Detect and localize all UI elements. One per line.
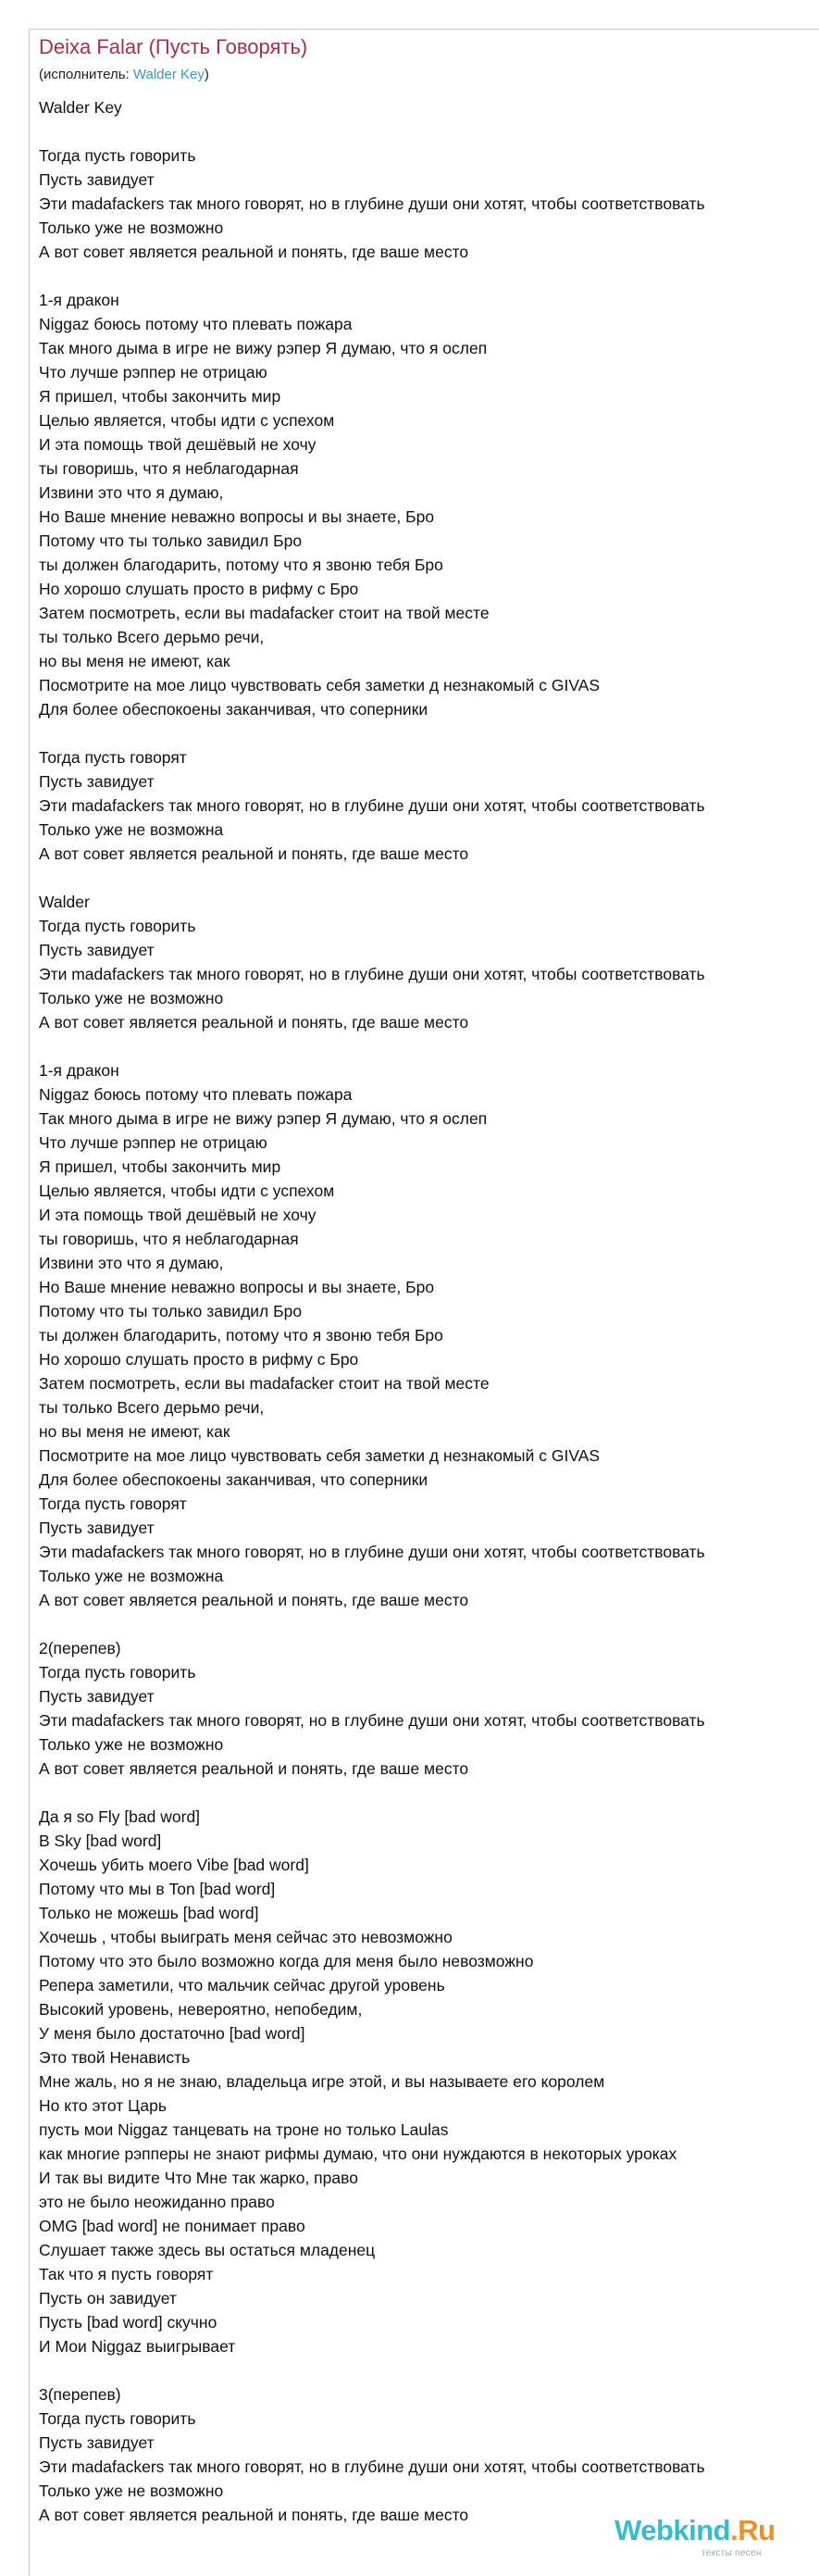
lyric-line: Потому что мы в Ton [bad word] <box>39 1880 276 1898</box>
lyric-line: Для более обеспокоены заканчивая, что соперники <box>39 700 428 719</box>
lyric-line: Эти madafackers так много говорят, но в глубине души они хотят, чтобы соответствовать <box>39 2457 705 2476</box>
lyric-line: Мне жаль, но я не знаю, владельца игре этой, и вы называете его королем <box>39 2072 605 2091</box>
lyric-line: Так много дыма в игре не вижу рэпер Я думаю, что я ослеп <box>39 339 488 357</box>
lyric-line: Так много дыма в игре не вижу рэпер Я думаю, что я ослеп <box>39 1109 488 1128</box>
lyric-line: У меня было достаточно [bad word] <box>39 2024 305 2043</box>
lyric-line: Тогда пусть говорить <box>39 917 196 935</box>
artist-line <box>39 67 209 82</box>
logo-name: Webkind <box>614 2514 731 2546</box>
logo-wordmark <box>614 2514 776 2547</box>
lyric-line: Walder Key <box>39 98 122 117</box>
lyric-line: Но кто этот Царь <box>39 2096 168 2115</box>
lyric-line: Что лучше рэппер не отрицаю <box>39 1133 267 1152</box>
lyric-line: Тогда пусть говорить <box>39 146 196 165</box>
lyric-line: Слушает также здесь вы остаться младенец <box>39 2241 376 2259</box>
lyric-line: Пусть он завидует <box>39 2289 177 2307</box>
lyric-blank-line <box>39 2358 819 2382</box>
lyric-line: Пусть завидует <box>39 170 155 189</box>
logo-tld: .Ru <box>730 2514 776 2546</box>
lyric-line: Тогда пусть говорят <box>39 1494 187 1513</box>
lyric-line: Эти madafackers так много говорят, но в глубине души они хотят, чтобы соответствовать <box>39 965 705 983</box>
lyric-line: Хочешь убить моего Vibe [bad word] <box>39 1856 309 1874</box>
lyric-line: это не было неожиданно право <box>39 2193 275 2211</box>
webkind-logo[interactable] <box>614 2514 819 2576</box>
lyric-line: Затем посмотреть, если вы madafacker стоит на твой месте <box>39 604 490 622</box>
lyric-line: ты только Всего дерьмо речи, <box>39 1398 265 1417</box>
lyric-line: Только не можешь [bad word] <box>39 1904 259 1922</box>
lyric-line: Это твой Ненависть <box>39 2048 191 2067</box>
lyric-line: А вот совет является реальной и понять, где ваше место <box>39 844 469 863</box>
lyric-line: 3(перепев) <box>39 2385 121 2404</box>
lyric-line: Потому что ты только завидил Бро <box>39 1302 303 1320</box>
lyric-line: ты только Всего дерьмо речи, <box>39 628 265 646</box>
artist-prefix: (исполнитель: <box>39 67 133 82</box>
lyric-blank-line <box>39 264 819 288</box>
lyric-line: Эти madafackers так много говорят, но в глубине души они хотят, чтобы соответствовать <box>39 796 705 815</box>
song-title: Deixa Falar (Пусть Говорять) <box>39 35 308 58</box>
lyric-line: Только уже не возможно <box>39 1735 224 1754</box>
lyric-line: Пусть [bad word] скучно <box>39 2313 217 2332</box>
artist-link[interactable]: Walder Key <box>132 67 205 82</box>
lyric-line: Хочешь , чтобы выиграть меня сейчас это невозможно <box>39 1928 453 1946</box>
lyric-line: Эти madafackers так много говорят, но в глубине души они хотят, чтобы соответствовать <box>39 1711 705 1730</box>
lyric-line: Я пришел, чтобы закончить мир <box>39 1157 281 1176</box>
lyric-line: Извини это что я думаю, <box>39 1254 224 1272</box>
lyric-line: 1-я дракон <box>39 291 119 309</box>
lyric-line: Тогда пусть говорить <box>39 2409 196 2428</box>
lyric-line: Только уже не возможно <box>39 2482 224 2500</box>
lyric-blank-line <box>39 1781 819 1805</box>
lyric-line: ты должен благодарить, потому что я звоню тебя Бро <box>39 556 443 574</box>
lyric-line: И так вы видите Что Мне так жарко, право <box>39 2169 358 2187</box>
lyric-line: А вот совет является реальной и понять, где ваше место <box>39 243 469 261</box>
lyric-line: пусть мои Niggaz танцевать на троне но только Laulas <box>39 2120 449 2139</box>
lyric-line: Что лучше рэппер не отрицаю <box>39 363 267 381</box>
lyric-line: Эти madafackers так много говорят, но в глубине души они хотят, чтобы соответствовать <box>39 194 705 213</box>
lyric-blank-line <box>39 1612 819 1636</box>
lyric-blank-line <box>39 119 819 144</box>
lyric-line: Извини это что я думаю, <box>39 483 224 502</box>
lyric-line: Так что я пусть говорят <box>39 2265 214 2283</box>
logo-tagline: тексты песен <box>701 2548 762 2558</box>
lyric-line: но вы меня не имеют, как <box>39 1422 230 1441</box>
artist-suffix: ) <box>204 67 209 82</box>
lyric-line: Потому что это было возможно когда для меня было невозможно <box>39 1952 534 1970</box>
lyric-line: И эта помощь твой дешёвый не хочу <box>39 1206 316 1224</box>
lyric-line: Высокий уровень, невероятно, непобедим, <box>39 2000 363 2019</box>
lyric-line: Walder <box>39 893 90 911</box>
lyric-line: Пусть завидует <box>39 2433 155 2452</box>
lyric-line: ты говоришь, что я неблагодарная <box>39 459 299 478</box>
lyric-line: Тогда пусть говорить <box>39 1663 196 1682</box>
lyric-line: Niggaz боюсь потому что плевать пожара <box>39 315 353 333</box>
lyric-line: как многие рэпперы не знают рифмы думаю, что они нуждаются в некоторых уроках <box>39 2145 677 2163</box>
lyric-blank-line <box>39 866 819 890</box>
lyric-line: Затем посмотреть, если вы madafacker стоит на твой месте <box>39 1374 490 1393</box>
lyric-line: Целью является, чтобы идти с успехом <box>39 411 335 430</box>
lyric-line: Для более обеспокоены заканчивая, что соперники <box>39 1470 428 1489</box>
lyric-line: Потому что ты только завидил Бро <box>39 531 303 550</box>
lyric-line: ты должен благодарить, потому что я звоню тебя Бро <box>39 1326 443 1344</box>
lyric-line: Целью является, чтобы идти с успехом <box>39 1182 335 1200</box>
lyric-line: Только уже не возможно <box>39 219 224 237</box>
lyric-line: Но хорошо слушать просто в рифму с Бро <box>39 580 359 598</box>
lyric-line: Но Ваше мнение неважно вопросы и вы знаете, Бро <box>39 1278 435 1296</box>
lyric-line: Пусть завидует <box>39 1687 155 1706</box>
lyric-line: 2(перепев) <box>39 1639 121 1657</box>
lyric-line: Эти madafackers так много говорят, но в глубине души они хотят, чтобы соответствовать <box>39 1543 705 1561</box>
lyric-line: Посмотрите на мое лицо чувствовать себя заметки д незнакомый с GIVAS <box>39 676 601 694</box>
lyric-line: В Sky [bad word] <box>39 1832 162 1850</box>
lyric-line: Я пришел, чтобы закончить мир <box>39 387 281 406</box>
lyric-line: ты говоришь, что я неблагодарная <box>39 1230 299 1248</box>
lyric-line: Репера заметили, что мальчик сейчас другой уровень <box>39 1976 445 1995</box>
lyric-line: Только уже не возможно <box>39 989 224 1007</box>
lyric-line: Пусть завидует <box>39 1519 155 1537</box>
lyric-line: И Мои Niggaz выигрывает <box>39 2337 236 2356</box>
lyric-line: Пусть завидует <box>39 941 155 959</box>
lyric-line: Пусть завидует <box>39 772 155 791</box>
lyric-line: OMG [bad word] не понимает право <box>39 2217 305 2235</box>
lyric-line: 1-я дракон <box>39 1061 119 1080</box>
lyric-line: но вы меня не имеют, как <box>39 652 230 670</box>
lyric-line: А вот совет является реальной и понять, где ваше место <box>39 2506 469 2524</box>
lyric-line: Niggaz боюсь потому что плевать пожара <box>39 1085 353 1104</box>
lyric-line: А вот совет является реальной и понять, где ваше место <box>39 1013 469 1032</box>
lyric-line: Только уже не возможна <box>39 820 224 839</box>
lyric-blank-line <box>39 721 819 745</box>
lyric-line: Только уже не возможна <box>39 1567 224 1585</box>
lyric-line: И эта помощь твой дешёвый не хочу <box>39 435 316 454</box>
lyric-line: Но Ваше мнение неважно вопросы и вы знаете, Бро <box>39 507 435 526</box>
lyric-line: Да я so Fly [bad word] <box>39 1807 201 1826</box>
lyric-line: Тогда пусть говорят <box>39 748 187 767</box>
lyric-line: Но хорошо слушать просто в рифму с Бро <box>39 1350 359 1369</box>
lyric-line: А вот совет является реальной и понять, где ваше место <box>39 1759 469 1778</box>
lyric-line: Посмотрите на мое лицо чувствовать себя заметки д незнакомый с GIVAS <box>39 1446 601 1465</box>
lyric-line: А вот совет является реальной и понять, где ваше место <box>39 1591 469 1609</box>
lyric-blank-line <box>39 1034 819 1058</box>
lyrics-body <box>39 95 819 2527</box>
